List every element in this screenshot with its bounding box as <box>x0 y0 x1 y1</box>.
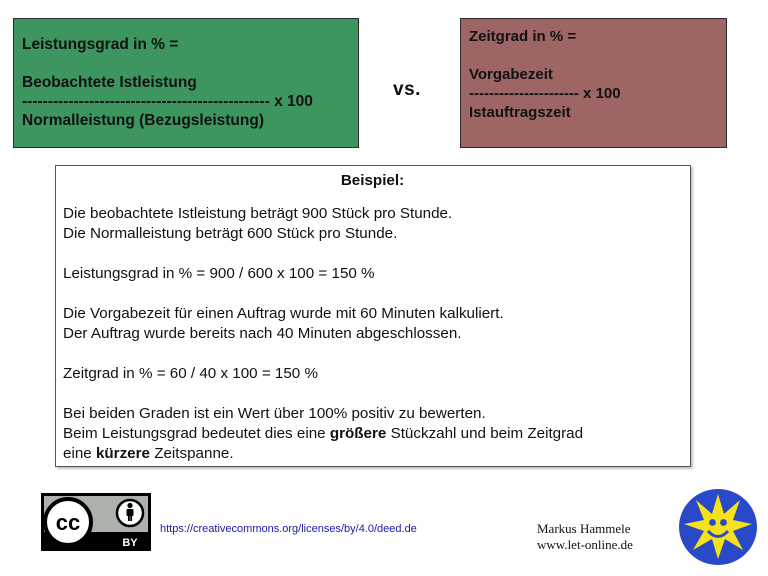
bold-term: größere <box>329 425 387 442</box>
sun-smiley-icon <box>677 486 759 573</box>
example-line: Bei beiden Graden ist ein Wert über 100% positiv zu bewerten. <box>63 405 486 422</box>
license-link[interactable]: https://creativecommons.org/licenses/by/4.0/deed.de <box>160 523 417 535</box>
example-paragraph-3 <box>63 304 682 344</box>
leistungsgrad-denominator: Normalleistung (Bezugsleistung) <box>22 112 264 129</box>
example-line: Die Vorgabezeit für einen Auftrag wurde mit 60 Minuten kalkuliert. <box>63 305 504 322</box>
example-line: Die Normalleistung beträgt 600 Stück pro Stunde. <box>63 225 398 242</box>
example-line: Die beobachtete Istleistung beträgt 900 Stück pro Stunde. <box>63 205 453 222</box>
author-name: Markus Hammele <box>537 521 631 536</box>
zeitgrad-denominator: Istauftragszeit <box>469 104 571 121</box>
zeitgrad-formula-box <box>460 18 727 148</box>
cc-by-license-badge[interactable] <box>41 493 151 551</box>
attribution-icon <box>117 500 143 526</box>
example-paragraph-2 <box>63 264 682 284</box>
example-line: Leistungsgrad in % = 900 / 600 x 100 = 150 % <box>63 265 375 282</box>
cc-text: cc <box>55 510 81 535</box>
by-label: BY <box>122 537 138 549</box>
example-paragraph-4 <box>63 364 682 384</box>
author-credit <box>537 521 633 553</box>
zeitgrad-numerator: Vorgabezeit <box>469 66 553 83</box>
leistungsgrad-formula-box <box>13 18 359 148</box>
leistungsgrad-title: Leistungsgrad in % = <box>22 36 179 53</box>
author-website: www.let-online.de <box>537 537 633 552</box>
sun-logo-graphic <box>677 486 759 568</box>
leistungsgrad-numerator: Beobachtete Istleistung <box>22 74 197 91</box>
example-box <box>55 165 691 467</box>
example-title: Beispiel: <box>340 172 405 189</box>
text-span: eine <box>63 445 96 462</box>
text-span: Beim Leistungsgrad bedeutet dies eine <box>63 425 330 442</box>
example-line <box>63 444 682 464</box>
bold-term: kürzere <box>95 445 150 462</box>
example-line: Der Auftrag wurde bereits nach 40 Minuten abgeschlossen. <box>63 325 462 342</box>
text-span: Stückzahl und beim Zeitgrad <box>386 425 584 442</box>
example-line <box>63 424 682 444</box>
cc-icon <box>45 499 91 545</box>
example-paragraph-5 <box>63 404 682 464</box>
example-line: Zeitgrad in % = 60 / 40 x 100 = 150 % <box>63 365 318 382</box>
zeitgrad-fraction-line: ---------------------- x 100 <box>469 85 621 102</box>
cc-by-badge-graphic <box>42 494 150 550</box>
example-paragraph-1 <box>63 204 682 244</box>
text-span: Zeitspanne. <box>149 445 234 462</box>
versus-label: vs. <box>393 79 421 100</box>
zeitgrad-title: Zeitgrad in % = <box>469 28 577 45</box>
leistungsgrad-fraction-line: ------------------------------------------------ x 100 <box>22 93 313 110</box>
